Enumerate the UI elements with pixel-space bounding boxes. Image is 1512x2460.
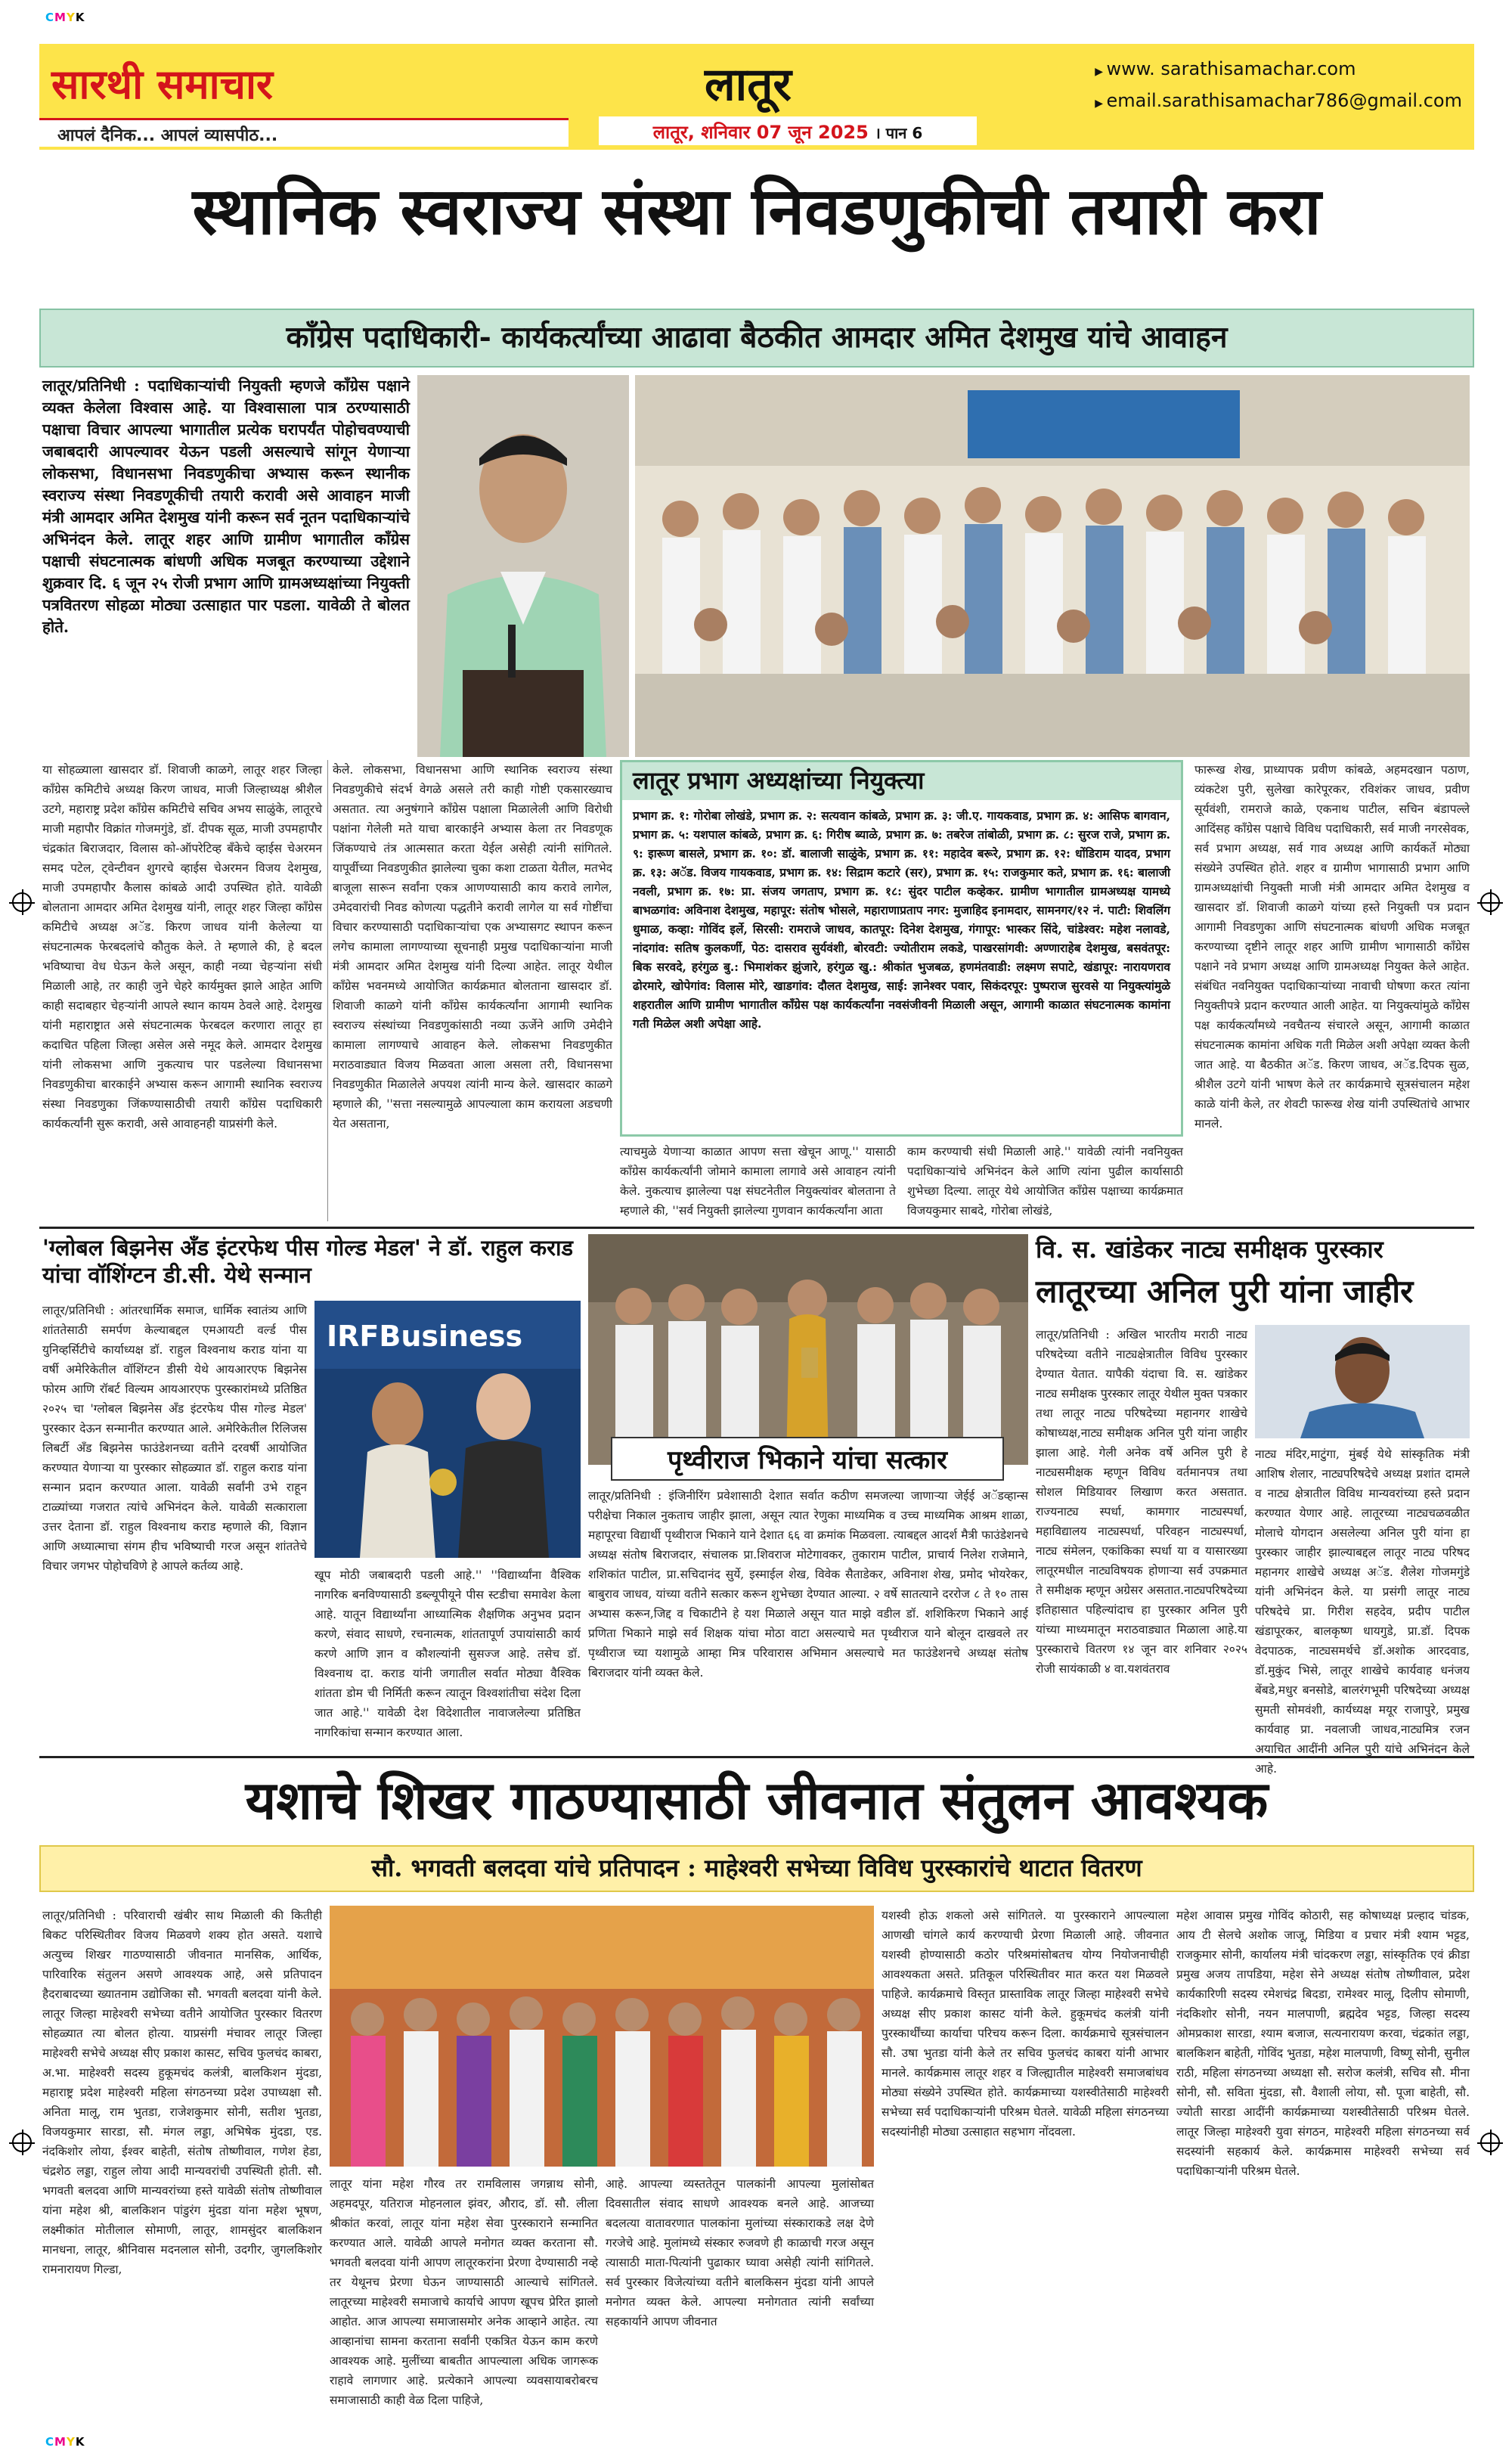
byline: लातूर/प्रतिनिधी : <box>42 377 140 395</box>
story2-column-2: खूप मोठी जबाबदारी पडली आहे.'' ''विद्यार्थ्यांना वैश्विक नागरिक बनविण्यासाठी डब्ल्यूपीयूने पीस स्टडीचा समावेश केला आहे. यातून विद्यार्थ्यांना आध्यात्मिक शैक्षणिक अनुभव प्रदान करणे, संवाद साधणे, रचनात्मक, शांततापूर्ण उपायांसाठी कार्य करणे आणि ज्ञान व कौशल्यांनी सुसज्ज आहे. तसेच डॉ. विश्वनाथ दा. कराड यांनी जगातील सर्वात मोठ्या वैश्विक शांतता डोम ची निर्मिती करून त्यातून विश्वशांतीचा संदेश दिला जात आहे.'' यावेळी देश विदेशातील नावाजलेल्या प्रतिष्ठित नागरिकांचा सन्मान करण्यात आला. <box>314 1568 581 1739</box>
column-rule <box>327 760 328 1221</box>
photo-award-ceremony <box>314 1301 581 1558</box>
story4-headline-1: वि. स. खांडेकर नाट्य समीक्षक पुरस्कार <box>1036 1235 1383 1264</box>
dateline <box>599 116 977 145</box>
tagline: आपलं दैनिक... आपलं व्यासपीठ... <box>57 126 278 145</box>
section-divider <box>39 1756 1474 1758</box>
story1-intro-text: पदाधिकाऱ्यांची नियुक्ती म्हणजे काँग्रेस पक्षाने व्यक्त केलेला विश्वास आहे. या विश्वासाला पात्र ठरण्यासाठी पक्षाचा विचार आपल्या भागातील प्रत्येक घरापर्यंत पोहोचवण्याची जबाबदारी आपल्यावर येऊन पडली असल्याचे सांगून येणाऱ्या लोकसभा, विधानसभा निवडणुकीचा अभ्यास करून स्थानीक स्वराज्य संस्था निवडणूकीची तयारी करावी असे आवाहन माजी मंत्री आमदार अमित देशमुख यांनी करून सर्व नूतन पदाधिकाऱ्यांचे अभिनंदन केले. लातूर शहर आणि ग्रामीण भागातील काँग्रेस पक्षाची संघटनात्मक बांधणी अधिक मजबूत करण्याच्या उद्देशाने शुक्रवार दि. ६ जून २५ रोजी प्रभाग आणि ग्रामअध्यक्षांच्या नियुक्ती पत्रवितरण सोहळा मोठ्या उत्साहात पार पडला. यावेळी ते बोलत होते. <box>42 377 411 636</box>
story1-column-2: केले. लोकसभा, विधानसभा आणि स्थानिक स्वराज्य संस्था निवडणुकीचे संदर्भ वेगळे असले तरी काही गोष्टी एकसारख्याच असतात. त्या अनुषंगाने काँग्रेस पक्षाला मिळालेली आणि विरोधी पक्षांना गेलेली मते याचा बारकाईने अभ्यास केला तर निवडणूक जिंकण्याचे तंत्र आत्मसात करता येईल असेही त्यांनी सांगितले. यापूर्वीच्या निवडणुकीत झालेल्या चुका कशा टाळता येतील, मतभेद बाजूला सारून सर्वांना एकत्र आणण्यासाठी काय करावे लागेल, उमेदवारांची निवड कोणत्या पद्धतीने करावी लागेल या सर्व गोष्टींचा विचार करण्यासाठी पदाधिकाऱ्यांचा एक अभ्यासगट स्थापन करून लगेच कामाला लागण्याच्या सूचनाही प्रमुख पदाधिकाऱ्यांना माजी मंत्री आमदार अमित देशमुख यांनी दिल्या आहेत. लातूर येथील काँग्रेस भवनमध्ये आयोजित कार्यक्रमात बोलताना खासदार डॉ. शिवाजी काळगे यांनी काँग्रेस कार्यकर्त्यांना आगामी स्थानिक स्वराज्य संस्थांच्या निवडणुकांसाठी नव्या ऊर्जेने आणि उमेदीने कामाला लागण्याचे आवाहन केले. लोकसभा निवडणुकीत मराठवाड्यात विजय मिळवता आला असला तरी, विधानसभा निवडणुकीत मिळालेले अपयश त्यांनी मान्य केले. खासदार काळगे म्हणाले की, ''सत्ता नसल्यामुळे आपल्याला काम करायला अडचणी येत असताना, <box>333 763 612 1131</box>
registration-mark-icon <box>12 892 32 912</box>
story4-headline-2: लातूरच्या अनिल पुरी यांना जाहीर <box>1036 1273 1414 1310</box>
registration-mark-icon <box>12 2133 32 2152</box>
story2-column-1: लातूर/प्रतिनिधी : आंतरधार्मिक समाज, धार्मिक स्वातंत्र्य आणि शांततेसाठी समर्पण केल्याबद्दल एमआयटी वर्ल्ड पीस युनिव्हर्सिटीचे कार्याध्यक्ष डॉ. राहुल विश्वनाथ कराड यांना या वर्षी अमेरिकेतील वॉशिंग्टन डीसी येथे आयआरएफ बिझनेस फोरम आणि रॉबर्ट विल्यम आयआरएफ पुरस्कारांमध्ये प्रतिष्ठित २०२५ चा 'ग्लोबल बिझनेस अँड इंटरफेथ पीस गोल्ड मेडल' पुरस्कार देऊन सन्मानीत करण्यात आले. अमेरिकेतील रिलिजस लिबर्टी अँड बिझनेस फाउंडेशनच्या वतीने दरवर्षी आयोजित करण्यात येणाऱ्या या पुरस्कार सोहळ्यात डॉ. राहुल कराड यांना सन्मान प्रदान करण्यात आला. यावेळी सर्वांनी उभे राहून टाळ्यांच्या गजरात त्यांचे अभिनंदन केले. यावेळी सत्काराला उत्तर देताना डॉ. राहुल विश्वनाथ कराड म्हणाले की, विज्ञान आणि अध्यात्माचा संगम हीच भविष्याची गरज असून शांततेचे विचार जगभर पोहोचविणे हे आपले कर्तव्य आहे. <box>42 1304 307 1573</box>
story5-column-4: यशस्वी होऊ शकलो असे सांगितले. या पुरस्काराने आपल्याला आणखी चांगले कार्य करण्याची प्रेरणा मिळाली आहे. जीवनात यशस्वी होण्यासाठी कठोर परिश्रमांसोबतच योग्य नियोजनाचीही आवश्यकता असते. प्रतिकूल परिस्थितीवर मात करत यश मिळवले पाहिजे. कार्यक्रमाचे विस्तृत प्रास्ताविक लातूर जिल्हा माहेश्वरी सभेचे अध्यक्ष सीए प्रकाश कासट यांनी केले. हुकूमचंद कलंत्री यांनी पुरस्कार्थींच्या कार्याचा परिचय करून दिला. कार्यक्रमाचे सूत्रसंचालन सौ. उषा भुतडा यांनी केले तर सचिव फुलचंद काबरा यांनी आभार मानले. कार्यक्रमास लातूर शहर व जिल्ह्यातील माहेश्वरी समाजबांधव मोठ्या संख्येने उपस्थित होते. कार्यक्रमाच्या यशस्वीतेसाठी माहेश्वरी सभेच्या सर्व पदाधिकाऱ्यांनी परिश्रम घेतले. यावेळी महिला संगठनच्या सदस्यांनीही मोठ्या उत्साहात सहभाग नोंदवला. <box>881 1909 1169 2139</box>
story2-headline: 'ग्लोबल बिझनेस अँड इंटरफेथ पीस गोल्ड मेडल' ने डॉ. राहुल कराड यांचा वॉशिंग्टन डी.सी. येथे सन्मान <box>42 1235 574 1289</box>
photo-speaker-at-podium <box>417 375 629 757</box>
story1-subheadline: काँग्रेस पदाधिकारी- कार्यकर्त्यांच्या आढावा बैठकीत आमदार अमित देशमुख यांचे आवाहन <box>39 309 1474 368</box>
photo-award-distribution <box>330 1906 874 2167</box>
date: लातूर, शनिवार 07 जून 2025 <box>652 122 869 143</box>
story5-column-2: लातूर यांना महेश गौरव तर रामविलास जगन्नाथ सोनी, अहमदपूर, यतिराज मोहनलाल झंवर, औराद, डॉ. सौ. लीला श्रीकांत करवां, लातूर यांना महेश सेवा पुरस्काराने सन्मानित करण्यात आले. यावेळी आपले मनोगत व्यक्त करताना सौ. भगवती बलदवा यांनी आपण लातूरकरांना प्रेरणा देण्यासाठी नव्हे तर येथूनच प्रेरणा घेऊन जाण्यासाठी आल्याचे सांगितले. लातूरच्या माहेश्वरी समाजाचे कार्याचे आपण खूपच प्रेरित झालो आहोत. आज आपल्या समाजासमोर अनेक आव्हाने आहेत. त्या आव्हानांचा सामना करताना सर्वांनी एकत्रित येऊन काम करणे आवश्यक आहे. मुलींच्या बाबतीत आपल्याला अधिक जागरूक राहावे लागणार आहे. प्रत्येकाने आपल्या व्यवसायाबरोबरच समाजासाठी काही वेळ दिला पाहिजे, <box>330 2177 598 2407</box>
edition-city: लातूर <box>705 58 792 111</box>
photo-felicitation <box>588 1234 1028 1465</box>
photo-appointment-ceremony <box>635 375 1470 757</box>
page-number: । पान 6 <box>875 124 923 142</box>
story4-column-1: लातूर/प्रतिनिधी : अखिल भारतीय मराठी नाट्य परिषदेच्या वतीने नाट्यक्षेत्रातील विविध पुरस्कार देण्यात येतात. यापैकी यंदाचा वि. स. खांडेकर नाट्य समीक्षक पुरस्कार लातूर येथील मुक्त पत्रकार तथा लातूर नाट्य परिषदेच्या महानगर शाखेचे कोषाध्यक्ष,नाट्य समीक्षक अनिल पुरी यांना जाहीर झाला आहे. गेली अनेक वर्षे अनिल पुरी हे नाट्यसमीक्षक म्हणून विविध वर्तमानपत्र तथा सोशल मिडियावर लिखाण करत असतात. राज्यनाट्य स्पर्धा, कामगार नाट्यस्पर्धा, महाविद्यालय नाट्यस्पर्धा, परिवहन नाट्यस्पर्धा, नाट्य संमेलन, एकांकिका स्पर्धा या व यासारख्या लातूरमधील नाट्यविषयक होणाऱ्या सर्व उपक्रमात ते समीक्षक म्हणून अग्रेसर असतात.नाट्यपरिषदेच्या इतिहासात पहिल्यांदाच हा पुरस्कार अनिल पुरी यांच्या माध्यमातून मराठवाड्यात मिळाला आहे.या पुरस्काराचे वितरण १४ जून वार शनिवार २०२५ रोजी सायंकाळी ४ वा.यशवंतराव <box>1036 1328 1247 1676</box>
story1-column-1: या सोहळ्याला खासदार डॉ. शिवाजी काळगे, लातूर शहर जिल्हा काँग्रेस कमिटीचे अध्यक्ष किरण जाधव, माजी जिल्हाध्यक्ष श्रीशैल उटगे, महाराष्ट्र प्रदेश काँग्रेस कमिटीचे सचिव अभय साळुंके, लातूरचे माजी महापौर विक्रांत गोजमगुंडे, डॉ. दीपक सूळ, माजी उपमहापौर चंद्रकांत बिराजदार, विलास को-ऑपरेटिव्ह बँकेचे व्हाईस चेअरमन समद पटेल, ट्वेन्टीवन शुगरचे व्हाईस चेअरमन विजय देशमुख, माजी उपमहापौर कैलास कांबळे आदी उपस्थित होते. यावेळी बोलताना आमदार अमित देशमुख यांनी, लातूर शहर जिल्हा काँग्रेस कमिटीचे अध्यक्ष अॅड. किरण जाधव यांनी केलेल्या या संघटनात्मक फेरबदलांचे कौतुक केले. ते म्हणाले की, हे बदल भविष्याचा वेध घेऊन केले असून, काही नव्या चेहऱ्यांना संधी मिळाली आहे, तर काही जुने चेहरे कार्यमुक्त झाले आहेत आणि काही सदाबहार चेहऱ्यांनी आपले स्थान कायम ठेवले आहे. देशमुख यांनी महाराष्ट्रात असे संघटनात्मक फेरबदल करणारा लातूर हा कदाचित पहिला जिल्हा असेल असे नमूद केले. आमदार देशमुख यांनी लोकसभा आणि नुकत्याच पार पडलेल्या विधानसभा निवडणुकीचा बारकाईने अभ्यास करून आगामी स्थानिक स्वराज्य संस्था निवडणुका जिंकण्यासाठीची तयारी काँग्रेस पदाधिकारी कार्यकर्त्यांनी सुरू करावी, असे आवाहनही याप्रसंगी केले. <box>42 763 322 1131</box>
story5-column-3: आहे. आपल्या व्यस्ततेतून पालकांनी आपल्या मुलांसोबत दिवसातील संवाद साधणे आवश्यक बनले आहे. आजच्या बदलत्या वातावरणात पालकांना मुलांच्या संस्काराकडे लक्ष देणे गरजेचे आहे. मुलांमध्ये संस्कार रुजवणे ही काळाची गरज असून त्यासाठी माता-पित्यांनी पुढाकार घ्यावा असेही त्यांनी सांगितले. सर्व पुरस्कार विजेत्यांच्या वतीने बालकिसन मुंदडा यांनी आपले मनोगत व्यक्त केले. आपल्या मनोगतात त्यांनी सर्वांच्या सहकार्याने आपण जीवनात <box>606 2177 874 2328</box>
story1-intro <box>42 375 410 746</box>
registration-mark-icon <box>1480 2133 1500 2152</box>
appointments-title: लातूर प्रभाग अध्यक्षांच्या नियुक्त्या <box>622 762 1181 800</box>
appointments-list: प्रभाग क्र. १: गोरोबा लोखंडे, प्रभाग क्र. २: सत्यवान कांबळे, प्रभाग क्र. ३: जी.ए. गायकवाड, प्रभाग क्र. ४: आसिफ बागवान, प्रभाग क्र. ५: यशपाल कांबळे, प्रभाग क्र. ६: गिरीष ब्याळे, प्रभाग क्र. ७: तबरेज तांबोळी, प्रभाग क्र. ८: सुरज राजे, प्रभाग क्र. ९: इारूण बासले, प्रभाग क्र. १०: डॉ. बालाजी साळुंके, प्रभाग क्र. ११: महादेव बरूरे, प्रभाग क्र. १२: धोंडिराम यादव, प्रभाग क्र. १३: अॅड. विजय गायकवाड, प्रभाग क्र. १४: सिद्राम कटारे (सर), प्रभाग क्र. १५: राजकुमार कते, प्रभाग क्र. १६: बालाजी नवली, प्रभाग क्र. १७: प्रा. संजय जगताप, प्रभाग क्र. १८: सुंदर पाटील कव्हेकर. ग्रामीण भागातील ग्रामअध्यक्ष यामध्ये बाभळगांव: अविनाश देशमुख, महापूर: संतोष भोसले, महाराणाप्रताप नगर: मुजाहिद इनामदार, सामनगर/१२ नं. पाटी: शिवलिंग धुमाळ, कव्हा: गोविंद इर्ले, सिरसी: रामराजे जाधव, कातपूर: दिनेश देशमुख, गंगापूर: भास्कर सिंदे, चांडेश्वर: महेश नलावडे, नांदगांव: सतिष कुलकर्णी, पेठ: दासराव सुर्यवंशी, बोरवटी: ज्योतीराम लकडे, पाखरसांगवी: अण्णाराहेब देशमुख, बसवंतपूर: बिक सरवदे, हरंगुळ बु.: भिमाशंकर झुंजारे, हरंगुळ खु.: श्रीकांत भुजबळ, हणमंतवाडी: लक्ष्मण सपाटे, खंडापूर: नारायणराव ढोरमारे, खोपेगांव: विलास मोरे, खाडगांव: दौलत देशमुख, साई: ज्ञानेश्वर पवार, सिकंदरपूर: पुष्पराज सुरवसे या नियुक्त्यांमुळे शहरातील आणि ग्रामीण भागातील काँग्रेस पक्ष कार्यकर्त्यांना नवसंजीवनी मिळाली असून, आगामी काळात संघटनात्मक कामांना गती मिळेल अशी अपेक्षा आहे. <box>633 808 1170 1031</box>
cmyk-mark-top: CMYK <box>45 11 85 24</box>
contact-info <box>1095 54 1462 118</box>
story1-continued-b: काम करण्याची संधी मिळाली आहे.'' यावेळी त्यांनी नवनियुक्त पदाधिकाऱ्यांचे अभिनंदन केले आणि त्यांना पुढील कार्यासाठी शुभेच्छा दिल्या. लातूर येथे आयोजित काँग्रेस पक्षाच्या कार्यक्रमात विजयकुमार साबदे, गोरोबा लोखंडे, <box>907 1145 1183 1218</box>
registration-mark-icon <box>1480 892 1500 912</box>
masthead <box>39 44 1474 150</box>
section-divider <box>39 1227 1474 1229</box>
cmyk-mark-bottom: CMYK <box>45 2435 85 2449</box>
story1-continued-c: फारूख शेख, प्राध्यापक प्रवीण कांबळे, अहमदखान पठाण, व्यंकटेश पुरी, सुलेखा कारेपूरकर, रविशंकर जाधव, प्रवीण सूर्यवंशी, रामराजे काळे, एकनाथ पाटील, सचिन बंडापल्ले आदिंसह काँग्रेस पक्षाचे विविध पदाधिकारी, सर्व माजी नगरसेवक, सर्व प्रभाग अध्यक्ष, सर्व गाव अध्यक्ष आणि कार्यकर्ते मोठ्या संख्येने उपस्थित होते. शहर व ग्रामीण भागासाठी प्रभाग आणि ग्रामअध्यक्षांची नियुक्ती माजी मंत्री आमदार अमित देशमुख व खासदार डॉ. शिवाजी काळगे यांच्या हस्ते नियुक्ती पत्र प्रदान आगामी निवडणुका आणि संघटनात्मक बांधणी अधिक मजबूत करण्याच्या दृष्टीने लातूर शहर आणि ग्रामीण भागासाठी काँग्रेस पक्षाने नवे प्रभाग अध्यक्ष आणि ग्रामअध्यक्ष नियुक्त केले आहेत. संबंधित नवनियुक्त पदाधिकाऱ्यांच्या नावाची घोषणा करत त्यांना नियुक्तीपत्रे प्रदान करण्यात आली आहेत. या नियुक्त्यांमुळे काँग्रेस पक्ष कार्यकर्त्यांमध्ये नवचैतन्य संचारले असून, आगामी काळात संघटनात्मक कामांना अधिक गती मिळेल अशी अपेक्षा व्यक्त केली जात आहे. या बैठकीत अॅड. किरण जाधव, अॅड.दिपक सुळ, श्रीशैल उटगे यांनी भाषण केले तर कार्यक्रमाचे सूत्रसंचालन महेश काळे यांनी केले, तर शेवटी फारूख शेख यांनी उपस्थितांचे आभार मानले. <box>1194 763 1470 1131</box>
tagline-strip <box>39 118 569 147</box>
website-link[interactable]: ▶ www. sarathisamachar.com <box>1095 54 1462 86</box>
story5-headline: यशाचे शिखर गाठण्यासाठी जीवनात संतुलन आवश्यक <box>245 1769 1269 1832</box>
email-link[interactable]: ▶ email.sarathisamachar786@gmail.com <box>1095 86 1462 118</box>
story3-column-1: लातूर/प्रतिनिधी : इंजिनीरिंग प्रवेशासाठी देशात सर्वात कठीण समजल्या जाणाऱ्या जेईई अॅडव्हान्स परीक्षेचा निकाल नुकताच जाहीर झाला, असून त्यात रेणुका माध्यमिक व उच्च माध्यमिक आश्रम शाळा, महापूरचा विद्यार्थी पृथ्वीराज भिकाने याने देशात ६६ वा क्रमांक मिळवला. त्याबद्दल आदर्श मैत्री फाउंडेशनचे अध्यक्ष संतोष बिराजदार, संचालक प्रा.शिवराज मोटेगावकर, तुकाराम पाटील, प्राचार्य निलेश राजेमाने, शशिकांत पाटील, प्रा.सचिदानंद सुर्ये, इस्माईल शेख, विवेक सैताडेकर, अविनाश शेख, प्रमोद भोयरेकर, बाबुराव जाधव, यांच्या वतीने सत्कार करून शुभेच्छा देण्यात आल्या. २ वर्षे सातत्याने दररोज ८ ते १० तास अभ्यास करून,जिद्द व चिकाटीने हे यश मिळाले असून यात माझे वडील डॉ. शशिकिरण भिकाने आई प्रणिता भिकाने माझे सर्व शिक्षक यांचा मोठा वाटा असल्याचे मत पृथ्वीराज याने बोलून दाखवले तर पृथ्वीराज च्या यशामुळे आम्हा मित्र परिवारास अभिमान असल्याचे मत फाउंडेशनचे अध्यक्ष संतोष बिराजदार यांनी व्यक्त केले. <box>588 1489 1028 1680</box>
newspaper-logo: सारथी समाचार <box>51 60 274 108</box>
story3-caption: पृथ्वीराज भिकाने यांचा सत्कार <box>611 1437 1004 1481</box>
story1-continued-a: त्याचमुळे येणाऱ्या काळात आपण सत्ता खेचून आणू.'' यासाठी काँग्रेस कार्यकर्त्यांनी जोमाने कामाला लागावे असे आवाहन त्यांनी केले. नुकत्याच झालेल्या पक्ष संघटनेतील नियुक्त्यांवर बोलताना ते म्हणाले की, ''सर्व नियुक्ती झालेल्या गुणवान कार्यकर्त्यांना आता <box>620 1145 896 1218</box>
story5-subheadline: सौ. भगवती बलदवा यांचे प्रतिपादन : माहेश्वरी सभेच्या विविध पुरस्कारांचे थाटात वितरण <box>39 1845 1474 1892</box>
story1-headline: स्थानिक स्वराज्य संस्था निवडणुकीची तयारी करा <box>192 173 1321 250</box>
story5-column-1: लातूर/प्रतिनिधी : परिवाराची खंबीर साथ मिळाली की कितीही बिकट परिस्थितीवर विजय मिळवणे शक्य होत असते. यशाचे अत्युच्च शिखर गाठण्यासाठी जीवनात मानसिक, आर्थिक, पारिवारिक संतुलन असणे आवश्यक आहे, असे प्रतिपादन हैदराबादच्या ख्यातनाम उद्योजिका सौ. भगवती बलदवा यांनी केले. लातूर जिल्हा माहेश्वरी सभेच्या वतीने आयोजित पुरस्कार वितरण सोहळ्यात त्या बोलत होत्या. याप्रसंगी मंचावर लातूर जिल्हा माहेश्वरी सभेचे अध्यक्ष सीए प्रकाश कासट, सचिव फुलचंद काबरा, अ.भा. माहेश्वरी सदस्य हुकूमचंद कलंत्री, बालकिशन मुंदडा, महाराष्ट्र प्रदेश माहेश्वरी महिला संगठनच्या प्रदेश उपाध्यक्षा सौ. अनिता मालू, राम भुतडा, राजेशकुमार सोनी, सतीश भुतडा, विजयकुमार सारडा, सौ. मंगल लड्डा, अभिषेक मुंदडा, एड. नंदकिशोर लोया, ईश्वर बाहेती, संतोष तोष्णीवाल, गणेश हेडा, चंद्रशेठ लड्डा, राहुल लोया आदी मान्यवरांची उपस्थिती होती. सौ. भगवती बलदवा आणि मान्यवरांच्या हस्ते यावेळी संतोष तोष्णीवाल यांना महेश श्री, बालकिशन पांडुरंग मुंदडा यांना महेश भूषण, लक्ष्मीकांत मोतीलाल सोमाणी, लातूर, शामसुंदर बालकिशन मानधना, लातूर, श्रीनिवास मदनलाल सोनी, उदगीर, जुगलकिशोर रामनारायण गिल्डा, <box>42 1909 322 2276</box>
photo-anil-puri <box>1255 1325 1470 1438</box>
photo-banner-text: IRFBusiness <box>327 1320 523 1353</box>
story4-column-2: नाट्य मंदिर,माटुंगा, मुंबई येथे सांस्कृतिक मंत्री आशिष शेलार, नाट्यपरिषदेचे अध्यक्ष प्रशांत दामले व नाट्य क्षेत्रातील विविध मान्यवरांच्या हस्ते प्रदान करण्यात येणार आहे. लातूरच्या नाट्यचळवळीत मोलाचे योगदान असलेल्या अनिल पुरी यांना हा पुरस्कार जाहीर झाल्याबद्दल लातूर नाट्य परिषद महानगर शाखेचे अध्यक्ष अॅड. शैलेश गोजमगुंडे यांनी अभिनंदन केले. या प्रसंगी लातूर नाट्य परिषदेचे प्रा. गिरीश सहदेव, प्रदीप पाटील खंडापूरकर, बालकृष्ण धायगुडे, प्रा.डॉ. दिपक वेदपाठक, नाट्यसमर्थचे डॉ.अशोक आरदवाड, डॉ.मुकुंद भिसे, लातूर शाखेचे कार्यवाह धनंजय बेंबडे,मधुर बनसोडे, बालरंगभूमी परिषदेच्या अध्यक्ष सुमती सोमवंशी, कार्यध्यक्ष मयूर राजापुरे, प्रमुख कार्यवाह प्रा. नवलाजी जाधव,नाट्यमित्र रजन अयाचित आदींनी अनिल पुरी यांचे अभिनंदन केले आहे. <box>1255 1447 1470 1776</box>
story5-column-5: महेश आवास प्रमुख गोविंद कोठारी, सह कोषाध्यक्ष प्रल्हाद चांडक, आय टी सेलचे अशोक जाजू, मिडिया व प्रचार मंत्री श्याम भट्टड, राजकुमार सोनी, कार्यालय मंत्री चांदकरण लड्डा, सांस्कृतिक एवं क्रीडा प्रमुख अजय तापडिया, महेश सेने अध्यक्ष संतोष तोष्णीवाल, प्रदेश कार्यकारिणी सदस्य रमेशचंद्र बिदडा, रामेश्वर मालू, दिलीप सोमाणी, नंदकिशोर सोनी, नयन मालपाणी, ब्रह्मदेव भट्टड, जिल्हा सदस्य ओमप्रकाश सारडा, श्याम बजाज, सत्यनारायण करवा, चंद्रकांत लड्डा, बालकिशन बाहेती, गोविंद भुतडा, महेश मालपाणी, विष्णू सोनी, सुनील राठी, महिला संगठनच्या अध्यक्षा सौ. सरोज कलंत्री, सचिव सौ. मीना सोनी, सौ. सविता मुंदडा, सौ. वैशाली लोया, सौ. पूजा बाहेती, सौ. ज्योती सारडा आदींनी कार्यक्रमाच्या यशस्वीतेसाठी परिश्रम घेतले. लातूर जिल्हा माहेश्वरी युवा संगठन, माहेश्वरी महिला संगठनच्या सर्व सदस्यांनी सहकार्य केले. कार्यक्रमास माहेश्वरी सभेच्या सर्व पदाधिकाऱ्यांनी परिश्रम घेतले. <box>1176 1909 1470 2178</box>
appointments-box <box>620 760 1183 1137</box>
